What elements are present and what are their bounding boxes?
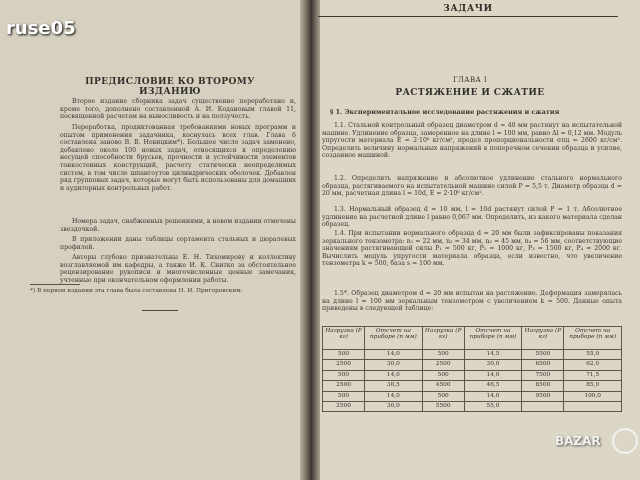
preface-paragraph-5: Авторы глубоко признательны Е. Н. Тихомирову и коллективу возглавляемой им кафедры, а также И. К. Снитко за обстоятельное рецензирование рукописи и многочисленные ценные замечания, учтенные при окончательном оформлении работы. bbox=[60, 254, 296, 284]
table-cell: 14,0 bbox=[365, 350, 423, 360]
end-dash bbox=[142, 310, 178, 311]
table-header-cell: Отсчет на приборе (n мм) bbox=[564, 327, 622, 350]
table-cell: 9500 bbox=[522, 391, 564, 401]
preface-heading: ПРЕДИСЛОВИЕ КО ВТОРОМУ ИЗДАНИЮ bbox=[85, 77, 255, 97]
table-cell: 30,0 bbox=[464, 360, 522, 370]
book-gutter bbox=[300, 0, 320, 480]
table-cell: 30,0 bbox=[365, 402, 423, 412]
table-cell: 55,0 bbox=[564, 350, 622, 360]
table-row bbox=[323, 360, 622, 370]
chapter-title: РАСТЯЖЕНИЕ И СЖАТИЕ bbox=[395, 88, 545, 98]
table-cell bbox=[564, 402, 622, 412]
table-header-cell: Нагрузка (P кг) bbox=[422, 327, 464, 350]
table-header-cell: Отсчет на приборе (n мм) bbox=[464, 327, 522, 350]
table-cell: 62,0 bbox=[564, 360, 622, 370]
table-cell: 14,0 bbox=[464, 391, 522, 401]
preface-footnote: *) В первом издании эта глава была составлена Н. И. Пригоровским. bbox=[30, 288, 243, 294]
footnote-rule bbox=[30, 284, 80, 285]
table-cell: 500 bbox=[422, 391, 464, 401]
preface-paragraph-4: В приложении даны таблицы сортамента стальных и дюралевых профилей. bbox=[60, 236, 296, 251]
table-cell: 55,0 bbox=[464, 402, 522, 412]
running-header-title: ЗАДАЧИ bbox=[443, 4, 493, 14]
table-row bbox=[323, 391, 622, 401]
table-row bbox=[323, 402, 622, 412]
table-cell: 7500 bbox=[522, 370, 564, 380]
brand-watermark: BAZAR bbox=[555, 434, 601, 448]
problem-1-2: 1.2. Определить напряжение и абсолютное удлинение стального нормального образца, растягиваемого на испытательной машине силой P = 5,5 т. Диаметр образца d = 20 мм, расчетная длина l = 10d, E = 2·10⁶ кг/см². bbox=[322, 175, 622, 198]
table-cell: 6500 bbox=[522, 360, 564, 370]
section-title: § 1. Экспериментальное исследование растяжения и сжатия bbox=[330, 108, 560, 116]
table-cell: 100,0 bbox=[564, 391, 622, 401]
table-cell: 30,0 bbox=[365, 360, 423, 370]
running-header bbox=[318, 0, 618, 17]
table-cell: 30,5 bbox=[365, 381, 423, 391]
table-cell bbox=[522, 402, 564, 412]
table-cell: 2500 bbox=[422, 360, 464, 370]
table-row bbox=[323, 350, 622, 360]
preface-paragraph-2: Переработка, продиктованная требованиями новых программ и опытом применения задачника, коснулась всех глав. Глава 6 составлена заново В. В. Новицким*). Большое число задач заменено, добавлено около 100 новых задач, относящихся к определению несущей способности брусьев, прочности и устойчивости элементов тонкостенных конструкций, расчету статически неопределимых систем, в том числе шпангоутов цилиндрических оболочек. Добавлен ряд групповых задач, которые могут быть использованы для домашних и аудиторных контрольных работ. bbox=[60, 124, 296, 192]
table-cell: 500 bbox=[323, 391, 365, 401]
table-cell: 500 bbox=[422, 350, 464, 360]
table-cell: 46,5 bbox=[464, 381, 522, 391]
table-header-cell: Отсчет на приборе (n мм) bbox=[365, 327, 423, 350]
table-cell: 14,0 bbox=[365, 370, 423, 380]
table-cell: 500 bbox=[422, 370, 464, 380]
chapter-label: ГЛАВА I bbox=[452, 76, 487, 84]
problem-1-3: 1.3. Нормальный образец d = 10 мм, l = 10d растянут силой P = 1 т. Абсолютное удлинение на расчетной длине l равно 0,067 мм. Определить, из какого материала сделан образец. bbox=[322, 206, 622, 229]
table-cell: 14,5 bbox=[464, 350, 522, 360]
table-cell: 500 bbox=[323, 370, 365, 380]
table-cell: 2500 bbox=[323, 360, 365, 370]
problem-1-1: 1.1. Стальной контрольный образец диаметром d = 40 мм растянут на испытательной машине. Удлинение образца, замеренное на длине l = 100 мм, равно Δl = 0,12 мм. Модуль упругости материала E = 2·10⁶ кг/см², предел пропорциональности σпц = 2600 кг/см². Определить величину нормальных напряжений в поперечном сечении образца и усилие, созданное машиной. bbox=[322, 122, 622, 160]
table-cell: 14,0 bbox=[464, 370, 522, 380]
table-cell: 2500 bbox=[323, 381, 365, 391]
table-cell: 5500 bbox=[522, 350, 564, 360]
table-cell: 85,0 bbox=[564, 381, 622, 391]
preface-paragraph-1: Второе издание сборника задач существенно переработано и, кроме того, дополнено составленной А. И. Кодановым главой 11, посвященной расчетам на выносливость и на ползучесть. bbox=[60, 98, 296, 121]
experiment-table bbox=[322, 326, 622, 412]
problem-1-5: 1.5*. Образец диаметром d = 20 мм испытан на растяжение. Деформация замерялась на длине l = 100 мм зеркальным тензометром с увеличением k = 500. Данные опыта приведены в следующей таблице: bbox=[322, 290, 622, 313]
brand-logo-icon bbox=[612, 428, 638, 454]
table-cell: 500 bbox=[323, 350, 365, 360]
table-cell: 2500 bbox=[323, 402, 365, 412]
table-header-row bbox=[323, 327, 622, 350]
table-cell: 71,5 bbox=[564, 370, 622, 380]
table-header-cell: Нагрузка (P кг) bbox=[522, 327, 564, 350]
table-row bbox=[323, 381, 622, 391]
table-cell: 8500 bbox=[522, 381, 564, 391]
preface-paragraph-3: Номера задач, снабженных решениями, в новом издании отмечены звездочкой. bbox=[60, 218, 296, 233]
table-cell: 4500 bbox=[422, 381, 464, 391]
site-watermark: ruse05 bbox=[6, 18, 76, 39]
table-cell: 5500 bbox=[422, 402, 464, 412]
problem-1-4: 1.4. При испытании нормального образца d = 20 мм были зафиксированы показания зеркального тензометра: n₁ = 22 мм, n₂ = 34 мм, n₃ = 45 мм, n₄ = 56 мм, соответствующие значениям растягивающей силы P₁ = 500 кг, P₂ = 1000 кг, P₃ = 1500 кг, P₄ = 2000 кг. Вычислить модуль упругости материала образца, если известно, что увеличение тензометра k = 500, база s = 100 мм. bbox=[322, 230, 622, 268]
table-row bbox=[323, 370, 622, 380]
table-cell: 14,0 bbox=[365, 391, 423, 401]
table-header-cell: Нагрузка (P кг) bbox=[323, 327, 365, 350]
